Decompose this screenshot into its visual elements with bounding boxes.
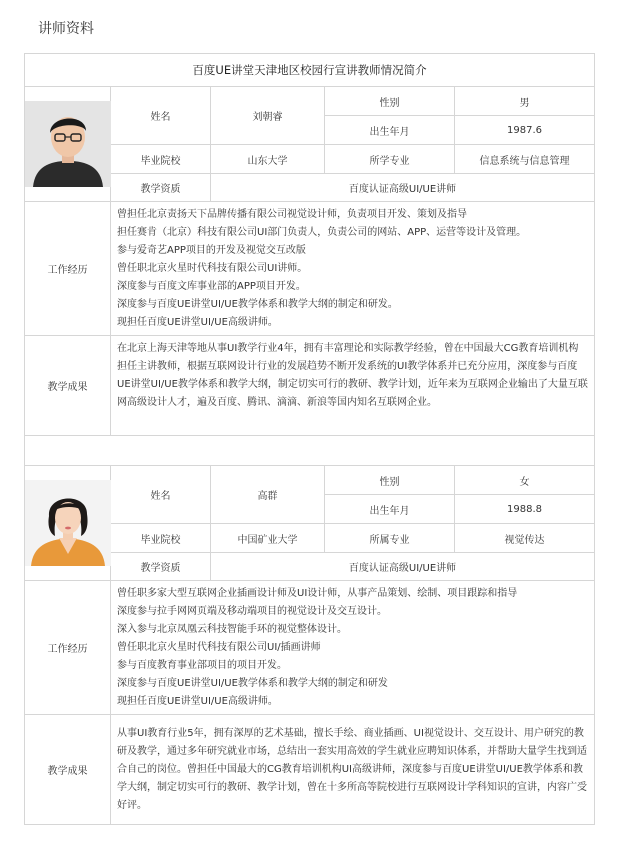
work-exp-content	[111, 202, 595, 336]
work-exp-line: 担任赛肯（北京）科技有限公司UI部门负责人，负责公司的网站、APP、运营等设计及管理。	[117, 226, 527, 238]
qualification-label: 教学资质	[111, 553, 211, 581]
work-exp-line: 参与爱奇艺APP项目的开发及视觉交互改版	[117, 244, 306, 256]
name-label: 姓名	[111, 87, 211, 145]
work-exp-content	[111, 581, 595, 715]
name-label: 姓名	[111, 466, 211, 524]
man-portrait-icon	[25, 101, 111, 187]
school-value: 山东大学	[211, 145, 325, 174]
page-title: 讲师资料	[38, 21, 94, 37]
gender-label: 性别	[325, 466, 455, 495]
qualification-value: 百度认证高级UI/UE讲师	[211, 553, 595, 581]
table-caption: 百度UE讲堂天津地区校园行宣讲教师情况简介	[25, 54, 595, 87]
work-exp-line: 现担任百度UE讲堂UI/UE高级讲师。	[117, 695, 278, 707]
achievements-label: 教学成果	[25, 715, 111, 825]
work-exp-line: 深度参与百度UE讲堂UI/UE教学体系和教学大纲的制定和研发。	[117, 298, 398, 310]
work-exp-line: 曾任职北京火星时代科技有限公司UI讲师。	[117, 262, 308, 274]
gender-value: 男	[455, 87, 595, 116]
school-label: 毕业院校	[111, 145, 211, 174]
qualification-value: 百度认证高级UI/UE讲师	[211, 174, 595, 202]
teacher-photo	[25, 480, 111, 566]
work-exp-line: 现担任百度UE讲堂UI/UE高级讲师。	[117, 316, 278, 328]
school-label: 毕业院校	[111, 524, 211, 553]
achievements-text: 在北京上海天津等地从事UI教学行业4年，拥有丰富理论和实际教学经验，曾在中国最大CG教育培训机构担任主讲教师，根据互联网设计行业的发展趋势不断开发系统的UI教学体系并已充分应用，深度参与百度UE讲堂UI/UE教学体系和教学大纲，制定切实可行的教研、教学计划，近年来为互联网企业输出了大量互联网高级设计人才，遍及百度、腾讯、滴滴、新浪等国内知名互联网企业。	[117, 343, 588, 408]
work-exp-line: 深度参与百度UE讲堂UI/UE教学体系和教学大纲的制定和研发	[117, 677, 388, 689]
achievements-content	[111, 715, 595, 825]
teacher-info-table	[24, 53, 595, 825]
work-exp-line: 曾担任北京责扬天下品牌传播有限公司视觉设计师，负责项目开发、策划及指导	[117, 208, 467, 220]
work-exp-line: 深度参与拉手网网页端及移动端项目的视觉设计及交互设计。	[117, 605, 387, 617]
teacher-photo-cell	[25, 466, 111, 581]
achievements-text: 从事UI教育行业5年，拥有深厚的艺术基础，擅长手绘、商业插画、UI视觉设计、交互设计、用户研究的教研及教学，通过多年研究就业市场，总结出一套实用高效的学生就业应聘知识体系，并帮助大量学生找到适合自己的岗位。曾担任中国最大的CG教育培训机构UI高级讲师，深度参与百度UE讲堂UI/UE教学体系和教学大纲，制定切实可行的教研、教学计划，曾在十多所高等院校进行互联网设计学科知识的宣讲，内容广受好评。	[117, 727, 587, 811]
work-exp-line: 曾任职多家大型互联网企业插画设计师及UI设计师，从事产品策划、绘制、项目跟踪和指导	[117, 587, 518, 599]
name-value: 刘朝睿	[211, 87, 325, 145]
qualification-label: 教学资质	[111, 174, 211, 202]
work-exp-line: 参与百度教育事业部项目的项目开发。	[117, 659, 287, 671]
birth-label: 出生年月	[325, 495, 455, 524]
work-exp-line: 深入参与北京凤凰云科技智能手环的视觉整体设计。	[117, 623, 347, 635]
school-value: 中国矿业大学	[211, 524, 325, 553]
work-exp-label: 工作经历	[25, 202, 111, 336]
work-exp-label: 工作经历	[25, 581, 111, 715]
section-divider	[25, 436, 595, 466]
work-exp-line: 曾任职北京火星时代科技有限公司UI/插画讲师	[117, 641, 321, 653]
birth-value: 1987.6	[455, 116, 595, 145]
gender-value: 女	[455, 466, 595, 495]
major-value: 视觉传达	[455, 524, 595, 553]
work-exp-line: 深度参与百度文库事业部的APP项目开发。	[117, 280, 306, 292]
major-value: 信息系统与信息管理	[455, 145, 595, 174]
major-label: 所学专业	[325, 145, 455, 174]
teacher-photo-cell	[25, 87, 111, 202]
gender-label: 性别	[325, 87, 455, 116]
major-label: 所属专业	[325, 524, 455, 553]
teacher-photo	[25, 101, 111, 187]
achievements-label: 教学成果	[25, 336, 111, 436]
birth-value: 1988.8	[455, 495, 595, 524]
woman-portrait-icon	[25, 480, 111, 566]
achievements-content	[111, 336, 595, 436]
birth-label: 出生年月	[325, 116, 455, 145]
name-value: 高群	[211, 466, 325, 524]
